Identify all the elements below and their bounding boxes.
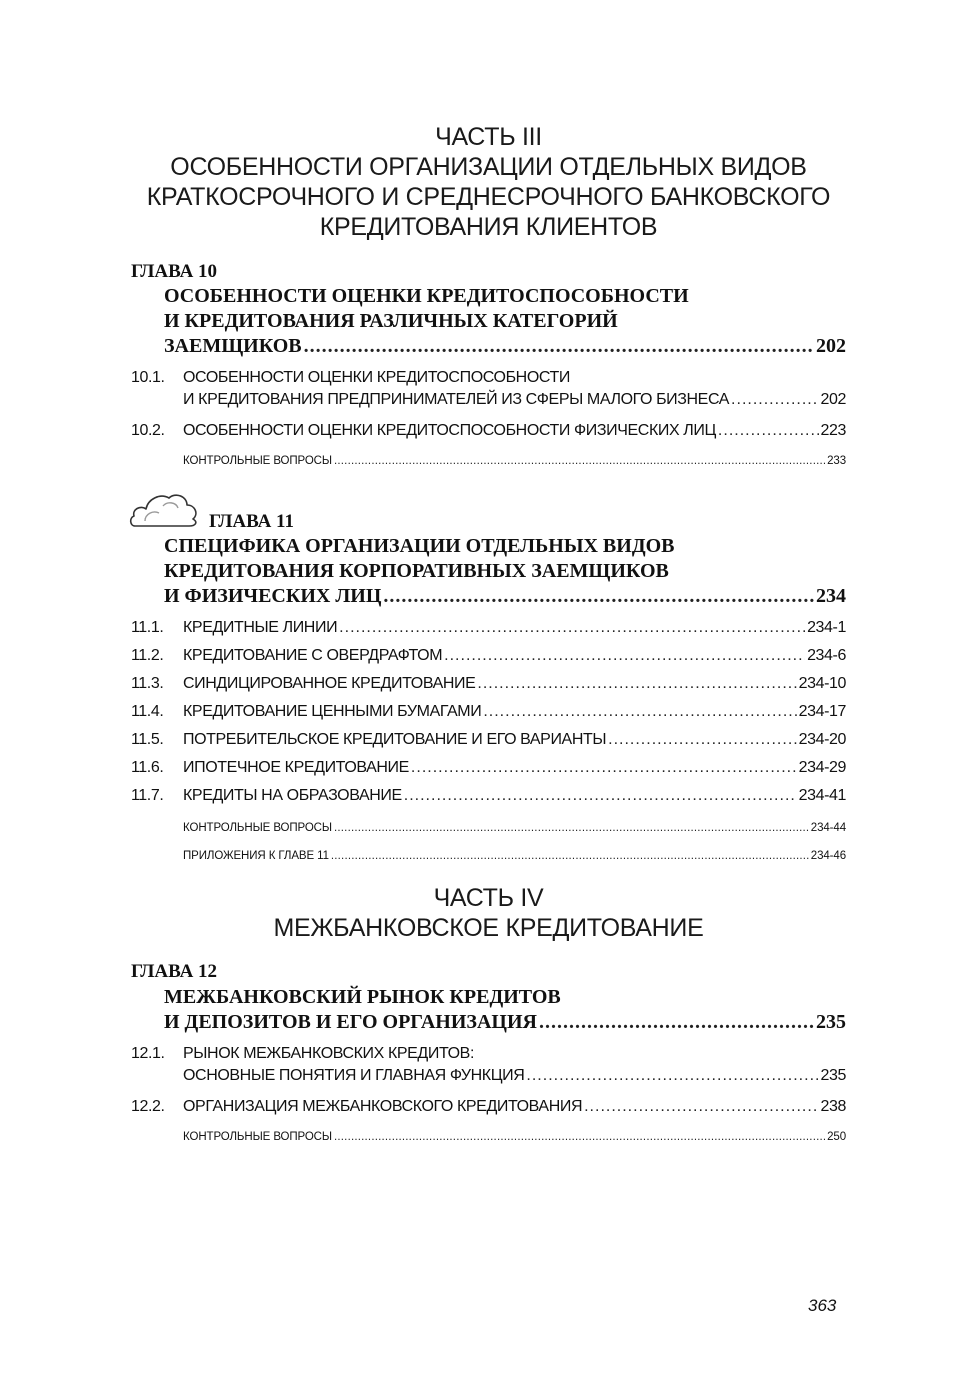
section-page-number: 234-20 (798, 731, 846, 748)
leader-dots (539, 1010, 814, 1035)
part-4-line: МЕЖБАНКОВСКОЕ КРЕДИТОВАНИЕ (273, 914, 704, 942)
leader-dots (526, 1065, 818, 1087)
chapter-title-last-line (164, 584, 846, 609)
part-3-line: КРАТКОСРОЧНОГО И СРЕДНЕСРОЧНОГО БАНКОВСКОГО (146, 183, 831, 211)
leader-dots (477, 673, 796, 695)
control-questions-page: 234-44 (810, 822, 846, 834)
section-number: 11.2. (131, 647, 164, 664)
toc-section-12-1[interactable] (131, 1043, 846, 1087)
chapter-title-line: ОСОБЕННОСТИ ОЦЕНКИ КРЕДИТОСПОСОБНОСТИ (164, 285, 689, 307)
section-number: 11.4. (131, 703, 164, 720)
section-number: 12.2. (131, 1098, 165, 1115)
part-3-heading (0, 122, 977, 242)
leader-dots (404, 785, 797, 807)
toc-control-questions-12[interactable] (183, 1129, 846, 1145)
control-questions-label: КОНТРОЛЬНЫЕ ВОПРОСЫ (183, 455, 332, 467)
chapter-title-line: МЕЖБАНКОВСКИЙ РЫНОК КРЕДИТОВ (164, 986, 561, 1008)
chapter-title-line: И ФИЗИЧЕСКИХ ЛИЦ (164, 585, 382, 607)
chapter-page-number: 202 (816, 335, 846, 357)
chapter-12-label[interactable]: ГЛАВА 12 (131, 961, 218, 982)
part-3-line: КРЕДИТОВАНИЯ КЛИЕНТОВ (319, 213, 658, 241)
leader-dots (331, 848, 809, 864)
section-title-line: И КРЕДИТОВАНИЯ ПРЕДПРИНИМАТЕЛЕЙ ИЗ СФЕРЫ МАЛОГО БИЗНЕСА (183, 391, 730, 408)
chapter-page-number: 235 (816, 1011, 846, 1033)
control-questions-page: 233 (827, 455, 846, 467)
toc-section-11-6[interactable] (131, 757, 846, 779)
section-title-line: РЫНОК МЕЖБАНКОВСКИХ КРЕДИТОВ: (183, 1045, 474, 1062)
section-page-number: 234-1 (807, 619, 846, 636)
toc-section-11-2[interactable] (131, 645, 846, 667)
section-page-number: 234-6 (807, 647, 846, 664)
section-page-number: 238 (820, 1098, 846, 1115)
section-title: ПОТРЕБИТЕЛЬСКОЕ КРЕДИТОВАНИЕ И ЕГО ВАРИАНТЫ (183, 731, 607, 748)
chapter-11-title[interactable] (164, 534, 846, 609)
section-number: 11.1. (131, 619, 164, 636)
toc-section-11-7[interactable] (131, 785, 846, 807)
leader-dots (411, 757, 797, 779)
chapter-title-last-line (164, 1010, 846, 1035)
section-number: 10.2. (131, 422, 165, 439)
chapter-page-number: 234 (816, 585, 846, 607)
section-page-number: 202 (820, 391, 846, 408)
toc-section-12-2[interactable] (131, 1096, 846, 1118)
leader-dots (608, 729, 796, 751)
chapter-10-label[interactable]: ГЛАВА 10 (131, 261, 218, 282)
section-page-number: 234-17 (798, 703, 846, 720)
leader-dots (584, 1096, 818, 1118)
section-number: 12.1. (131, 1045, 165, 1062)
leader-dots (483, 701, 796, 723)
toc-section-11-5[interactable] (131, 729, 846, 751)
leader-dots (339, 617, 805, 639)
section-title: ОСОБЕННОСТИ ОЦЕНКИ КРЕДИТОСПОСОБНОСТИ ФИЗИЧЕСКИХ ЛИЦ (183, 422, 716, 439)
leader-dots (334, 1129, 825, 1145)
control-questions-label: КОНТРОЛЬНЫЕ ВОПРОСЫ (183, 822, 332, 834)
chapter-12-title[interactable] (164, 985, 846, 1035)
section-title-line: ОСНОВНЫЕ ПОНЯТИЯ И ГЛАВНАЯ ФУНКЦИЯ (183, 1067, 525, 1084)
section-page-number: 234-29 (798, 759, 846, 776)
part-3-line: ОСОБЕННОСТИ ОРГАНИЗАЦИИ ОТДЕЛЬНЫХ ВИДОВ (170, 153, 807, 181)
section-number: 11.6. (131, 759, 164, 776)
toc-appendix-11[interactable] (183, 848, 846, 864)
leader-dots (731, 389, 818, 411)
toc-section-11-4[interactable] (131, 701, 846, 723)
section-page-number: 235 (820, 1067, 846, 1084)
section-page-number: 223 (820, 422, 846, 439)
leader-dots (334, 820, 809, 836)
cloud-icon (129, 488, 199, 530)
part-3-title: ЧАСТЬ III (435, 123, 542, 151)
toc-control-questions-10[interactable] (183, 453, 846, 469)
control-questions-label: КОНТРОЛЬНЫЕ ВОПРОСЫ (183, 1131, 332, 1143)
chapter-title-line: КРЕДИТОВАНИЯ КОРПОРАТИВНЫХ ЗАЕМЩИКОВ (164, 560, 669, 582)
section-title: КРЕДИТЫ НА ОБРАЗОВАНИЕ (183, 787, 402, 804)
leader-dots (334, 453, 825, 469)
section-number: 11.5. (131, 731, 164, 748)
section-title: КРЕДИТОВАНИЕ ЦЕННЫМИ БУМАГАМИ (183, 703, 482, 720)
page-number: 363 (808, 1296, 837, 1315)
toc-section-11-3[interactable] (131, 673, 846, 695)
part-4-title: ЧАСТЬ IV (433, 884, 544, 912)
chapter-title-line: ЗАЕМЩИКОВ (164, 335, 302, 357)
section-page-number: 234-41 (798, 787, 846, 804)
section-title: ОРГАНИЗАЦИЯ МЕЖБАНКОВСКОГО КРЕДИТОВАНИЯ (183, 1098, 583, 1115)
leader-dots (304, 334, 814, 359)
leader-dots (444, 645, 805, 667)
chapter-title-last-line (164, 334, 846, 359)
section-number: 10.1. (131, 369, 165, 386)
section-number: 11.7. (131, 787, 164, 804)
section-page-number: 234-10 (798, 675, 846, 692)
section-title: СИНДИЦИРОВАННОЕ КРЕДИТОВАНИЕ (183, 675, 476, 692)
leader-dots (718, 420, 819, 442)
section-title-line: ОСОБЕННОСТИ ОЦЕНКИ КРЕДИТОСПОСОБНОСТИ (183, 369, 570, 386)
section-title: КРЕДИТНЫЕ ЛИНИИ (183, 619, 338, 636)
chapter-11-label[interactable]: ГЛАВА 11 (209, 511, 294, 532)
toc-control-questions-11[interactable] (183, 820, 846, 836)
appendix-page: 234-46 (810, 850, 846, 862)
toc-section-10-2[interactable] (131, 420, 846, 442)
leader-dots (383, 584, 814, 609)
control-questions-page: 250 (827, 1131, 846, 1143)
toc-section-10-1[interactable] (131, 367, 846, 411)
section-title: КРЕДИТОВАНИЕ С ОВЕРДРАФТОМ (183, 647, 443, 664)
section-title: ИПОТЕЧНОЕ КРЕДИТОВАНИЕ (183, 759, 409, 776)
chapter-title-line: И КРЕДИТОВАНИЯ РАЗЛИЧНЫХ КАТЕГОРИЙ (164, 310, 618, 332)
appendix-label: ПРИЛОЖЕНИЯ К ГЛАВЕ 11 (183, 850, 329, 862)
section-number: 11.3. (131, 675, 164, 692)
chapter-title-line: И ДЕПОЗИТОВ И ЕГО ОРГАНИЗАЦИЯ (164, 1011, 537, 1033)
part-4-heading (0, 883, 977, 943)
chapter-title-line: СПЕЦИФИКА ОРГАНИЗАЦИИ ОТДЕЛЬНЫХ ВИДОВ (164, 535, 675, 557)
toc-section-11-1[interactable] (131, 617, 846, 639)
chapter-10-title[interactable] (164, 284, 846, 359)
